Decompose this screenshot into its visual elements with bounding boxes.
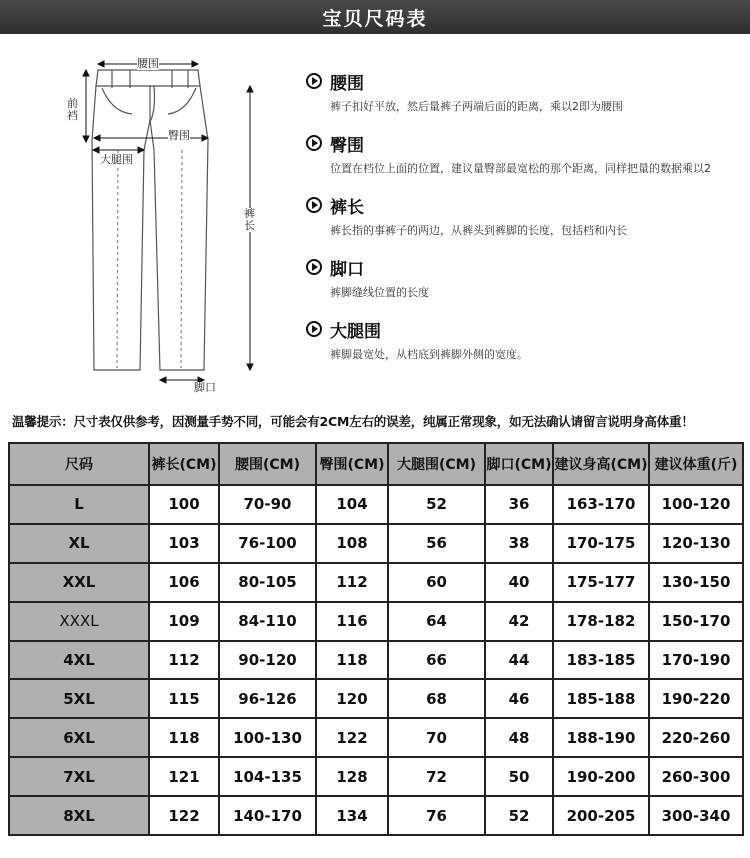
definition-description: 裤脚缝线位置的长度 — [330, 286, 429, 299]
height-cell: 185-188 — [553, 679, 649, 718]
column-header-height: 建议身高(CM) — [553, 443, 649, 485]
weight-cell: 100-120 — [649, 485, 743, 524]
size-cell: 8XL — [9, 796, 149, 835]
table-row — [9, 757, 743, 796]
height-cell: 200-205 — [553, 796, 649, 835]
hip-cell: 134 — [316, 796, 388, 835]
column-header-hip: 臀围(CM) — [316, 443, 388, 485]
definition-description: 裤脚最宽处，从档底到裤脚外侧的宽度。 — [330, 348, 528, 361]
thigh-cell: 76 — [388, 796, 485, 835]
waist-cell: 90-120 — [219, 641, 316, 680]
length-cell: 100 — [149, 485, 219, 524]
leg-opening-cell: 50 — [485, 757, 553, 796]
leg-opening-cell: 38 — [485, 524, 553, 563]
definition-description: 裤长指的事裤子的两边，从裤头到裤脚的长度，包括档和内长 — [330, 224, 627, 237]
thigh-cell: 52 — [388, 485, 485, 524]
hip-cell: 108 — [316, 524, 388, 563]
thigh-cell: 60 — [388, 563, 485, 602]
height-cell: 163-170 — [553, 485, 649, 524]
leg-opening-cell: 52 — [485, 796, 553, 835]
weight-cell: 190-220 — [649, 679, 743, 718]
length-cell: 118 — [149, 718, 219, 757]
height-cell: 170-175 — [553, 524, 649, 563]
table-row — [9, 602, 743, 641]
leg-opening-cell: 46 — [485, 679, 553, 718]
definition-title: 臀围 — [330, 135, 364, 156]
definition-thigh — [300, 316, 740, 362]
size-cell: 5XL — [9, 679, 149, 718]
hip-label: 臀围 — [168, 129, 190, 142]
waist-cell: 80-105 — [219, 563, 316, 602]
size-chart-table — [8, 442, 744, 836]
weight-cell: 170-190 — [649, 641, 743, 680]
table-row — [9, 718, 743, 757]
definition-title: 大腿围 — [330, 321, 381, 342]
height-cell: 188-190 — [553, 718, 649, 757]
pants-diagram — [40, 50, 280, 400]
hip-cell: 122 — [316, 718, 388, 757]
thigh-cell: 72 — [388, 757, 485, 796]
weight-cell: 300-340 — [649, 796, 743, 835]
table-row — [9, 485, 743, 524]
size-cell: 6XL — [9, 718, 149, 757]
waist-cell: 100-130 — [219, 718, 316, 757]
weight-cell: 130-150 — [649, 563, 743, 602]
definition-title: 裤长 — [330, 197, 364, 218]
title-bar — [0, 0, 750, 34]
length-label: 裤长 — [244, 207, 255, 232]
play-circle-icon — [306, 135, 322, 151]
length-cell: 103 — [149, 524, 219, 563]
play-circle-icon — [306, 197, 322, 213]
hip-cell: 116 — [316, 602, 388, 641]
hip-cell: 120 — [316, 679, 388, 718]
leg-opening-label: 脚口 — [194, 381, 216, 394]
definition-length — [300, 192, 740, 238]
definition-title: 脚口 — [330, 259, 364, 280]
leg-opening-cell: 36 — [485, 485, 553, 524]
length-cell: 121 — [149, 757, 219, 796]
length-cell: 112 — [149, 641, 219, 680]
length-cell: 115 — [149, 679, 219, 718]
definition-title: 腰围 — [330, 73, 364, 94]
table-row — [9, 796, 743, 835]
warm-tip: 温馨提示：尺寸表仅供参考，因测量手势不同，可能会有2CM左右的误差，纯属正常现象，如无法确认请留言说明身高体重！ — [12, 414, 694, 429]
length-cell: 109 — [149, 602, 219, 641]
column-header-waist: 腰围(CM) — [219, 443, 316, 485]
table-header-row — [9, 443, 743, 485]
height-cell: 178-182 — [553, 602, 649, 641]
height-cell: 175-177 — [553, 563, 649, 602]
column-header-leg-opening: 脚口(CM) — [485, 443, 553, 485]
thigh-cell: 64 — [388, 602, 485, 641]
leg-opening-cell: 40 — [485, 563, 553, 602]
table-row — [9, 641, 743, 680]
hip-cell: 104 — [316, 485, 388, 524]
column-header-thigh: 大腿围(CM) — [388, 443, 485, 485]
definition-waist — [300, 68, 740, 114]
column-header-length: 裤长(CM) — [149, 443, 219, 485]
waist-cell: 140-170 — [219, 796, 316, 835]
thigh-cell: 66 — [388, 641, 485, 680]
size-cell: L — [9, 485, 149, 524]
hip-cell: 128 — [316, 757, 388, 796]
height-cell: 183-185 — [553, 641, 649, 680]
hip-cell: 118 — [316, 641, 388, 680]
weight-cell: 220-260 — [649, 718, 743, 757]
leg-opening-cell: 44 — [485, 641, 553, 680]
measurement-definitions — [300, 68, 740, 378]
size-cell: XXL — [9, 563, 149, 602]
leg-opening-cell: 48 — [485, 718, 553, 757]
size-cell: XXXL — [9, 602, 149, 641]
waist-cell: 84-110 — [219, 602, 316, 641]
definition-description: 位置在档位上面的位置，建议量臀部最宽松的那个距离，同样把量的数据乘以2 — [330, 162, 711, 175]
play-circle-icon — [306, 259, 322, 275]
size-cell: 7XL — [9, 757, 149, 796]
page-title: 宝贝尺码表 — [322, 7, 428, 30]
leg-opening-cell: 42 — [485, 602, 553, 641]
table-row — [9, 563, 743, 602]
weight-cell: 260-300 — [649, 757, 743, 796]
waist-cell: 96-126 — [219, 679, 316, 718]
definition-leg-opening — [300, 254, 740, 300]
waist-cell: 76-100 — [219, 524, 316, 563]
thigh-label: 大腿围 — [100, 153, 133, 166]
play-circle-icon — [306, 73, 322, 89]
waist-cell: 104-135 — [219, 757, 316, 796]
play-circle-icon — [306, 321, 322, 337]
thigh-cell: 70 — [388, 718, 485, 757]
column-header-weight: 建议体重(斤) — [649, 443, 743, 485]
waist-label: 腰围 — [137, 57, 159, 70]
thigh-cell: 56 — [388, 524, 485, 563]
column-header-size: 尺码 — [9, 443, 149, 485]
thigh-cell: 68 — [388, 679, 485, 718]
weight-cell: 120-130 — [649, 524, 743, 563]
definition-description: 裤子扣好平放，然后量裤子两端后面的距离，乘以2即为腰围 — [330, 100, 623, 113]
table-row — [9, 524, 743, 563]
waist-cell: 70-90 — [219, 485, 316, 524]
weight-cell: 150-170 — [649, 602, 743, 641]
size-cell: 4XL — [9, 641, 149, 680]
height-cell: 190-200 — [553, 757, 649, 796]
size-cell: XL — [9, 524, 149, 563]
table-row — [9, 679, 743, 718]
front-rise-label: 前裆 — [67, 97, 78, 122]
length-cell: 106 — [149, 563, 219, 602]
definition-hip — [300, 130, 740, 176]
hip-cell: 112 — [316, 563, 388, 602]
length-cell: 122 — [149, 796, 219, 835]
